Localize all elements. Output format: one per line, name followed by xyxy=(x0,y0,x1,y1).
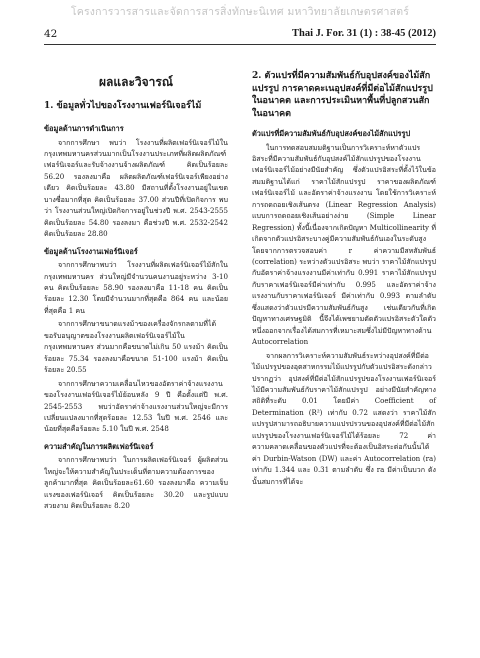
paragraph: จากการศึกษาพบว่า ในการผลิตเฟอร์นิเจอร์ ผู้ผลิตส่วนใหญ่จะให้ความสำคัญในประเด็นที่ตามความต้องการของลูกค้ามากที่สุด คิดเป็นร้อยละ61.60 รองลงมาคือ ความเจ็บแรงของเฟอร์นิเจอร์ คิดเป็นร้อยละ 30.20 และรูปแบบสวยงาม คิดเป็นร้อยละ 8.20 xyxy=(44,455,228,511)
section-title: ผลและวิจารณ์ xyxy=(98,75,173,89)
subheading-related-variables: ตัวแปรที่มีความสัมพันธ์กับอุปสงค์ของไม้สักแปรรูป xyxy=(252,129,411,138)
paragraph: ในการทดสอบสมมติฐานเป็นการวิเคราะห์หาตัวแปรอิสระที่มีความสัมพันธ์กับอุปสงค์ไม้สักแปรรูปของโรงงานเฟอร์นิเจอร์ไม้อย่างมีนัยสำคัญ ซึ่งตัวแปรอิสระที่ตั้งไว้ในข้อสมมติฐานได้แก่ ราคาไม้สักแปรรูป ราคาของผลิตภัณฑ์เฟอร์นิเจอร์ไม้ และอัตราค่าจ้างแรงงาน โดยใช้การวิเคราะห์การถดถอยเชิงเส้นตรง (Linear Regression Analysis) แบบการถดถอยเชิงเส้นอย่างง่าย (Simple Linear Regression) ทั้งนี้เนื่องจากเกิดปัญหา Multicollinearity ที่เกิดจากตัวแปรอิสระบางคู่มีความสัมพันธ์กันเองในระดับสูง โดยจากการตรวจสอบค่า r ค่าความมีสหสัมพันธ์ (correlation) ระหว่างตัวแปรอิสระ พบว่า ราคาไม้สักแปรรูปกับอัตราค่าจ้างแรงงานมีค่าเท่ากับ 0.991 ราคาไม้สักแปรรูปกับราคาเฟอร์นิเจอร์มีค่าเท่ากับ 0.995 และอัตราค่าจ้างแรงงานกับราคาเฟอร์นิเจอร์ มีค่าเท่ากับ 0.993 ตามลำดับ ซึ่งแสดงว่าตัวแปรมีความสัมพันธ์กันสูง เช่นเดียวกันที่เกิดปัญหาทางเศรษฐมิติ นี้จึงได้เพชยามตัดตัวแปรอิสระตัวใดตัวหนึ่งออกจากเรื่องได้สมการที่เหมาะสมซึ่งไม่มีปัญหาทางด้าน Autocorrelation xyxy=(252,142,436,347)
page-header xyxy=(44,28,436,44)
page-number: 42 xyxy=(44,28,58,40)
left-column xyxy=(44,70,228,514)
paragraph: จากผลการวิเคราะห์ความสัมพันธ์ระหว่างอุปสงค์ที่มีต่อไม้แปรรูปของอุตสาหกรรมไม้แปรรูปกับตัวแปรอิสระดังกล่าวปรากฏว่า อุปสงค์ที่มีต่อไม้สักแปรรูปของโรงงานเฟอร์นิเจอร์ไม้มีความสัมพันธ์กับราคาไม้สักแปรรูป อย่างมีนัยสำคัญทางสถิติที่ระดับ 0.01 โดยมีค่า Coefficient of Determination (R²) เท่ากับ 0.72 แสดงว่า ราคาไม้สักแปรรูปสามารถอธิบายความแปรปรวนของอุปสงค์ที่มีต่อไม้สักแปรรูปของโรงงานเฟอร์นิเจอร์ไม้ได้ร้อยละ 72 ค่าความคลาดเคลื่อนของตัวแปรที่จะต้องเป็นอิสระต่อกันนั้นได้ค่า Durbin-Watson (DW) และค่า Autocorrelation (ra) เท่ากับ 1.344 และ 0.31 ตามลำดับ ซึ่ง ra มีค่าเป็นบวก ดังนั้นสมการที่ได้จะ xyxy=(252,350,436,486)
paragraph: จากการศึกษาพบว่า โรงงานที่ผลิตเฟอร์นิเจอร์ไม้สักในกรุงเทพมหานคร ส่วนใหญ่มีจำนวนคนงานอยู่ระหว่าง 3-10 คน คิดเป็นร้อยละ 58.90 รองลงมาคือ 11-18 คน คิดเป็นร้อยละ 12.30 โดยมีจำนวนมากที่สุดคือ 864 คน และน้อยที่สุดคือ 1 คน xyxy=(44,260,228,315)
right-column xyxy=(252,70,436,489)
watermark-text: โครงการวารสารและจัดการสารสิ่งทักษะนิเทศ มหาวิทยาลัยเกษตรศาสตร์ xyxy=(70,6,410,18)
paragraph: จากการศึกษา พบว่า โรงงานที่ผลิตเฟอร์นิเจอร์ไม้ในกรุงเทพมหานครส่วนมากเป็นโรงงานประเภทที่ผลิตผลิตภัณฑ์เฟอร์นิเจอร์และรับจ้างงานจ้างผลิตภัณฑ์ คิดเป็นร้อยละ 56.20 รองลงมาคือ ผลิตผลิตภัณฑ์เฟอร์นิเจอร์เพียงอย่างเดียว คิดเป็นร้อยละ 43.80 มีสถานที่ตั้งโรงงานอยู่ในเขตบางซื่อมากที่สุด คิดเป็นร้อยละ 37.00 ส่วนปีที่เปิดกิจการ พบว่า โรงงานส่วนใหญ่เปิดกิจการอยู่ในช่วงปี พ.ศ. 2543-2555 คิดเป็นร้อยละ 54.80 รองลงมา คือช่วงปี พ.ศ. 2532-2542 คิดเป็นร้อยละ 28.80 xyxy=(44,137,228,239)
journal-citation: Thai J. For. 31 (1) : 38-45 (2012) xyxy=(292,28,436,39)
header-rule xyxy=(44,44,436,45)
heading-general-info: 1. ข้อมูลทั่วไปของโรงงานเฟอร์นิเจอร์ไม้ xyxy=(44,101,202,111)
subheading-importance: ความสำคัญในการผลิตเฟอร์นิเจอร์ xyxy=(44,441,154,451)
heading-variables: 2. ตัวแปรที่มีความสัมพันธ์กับอุปสงค์ของไม้สักแปรรูป การคาดคะเนอุปสงค์ที่มีต่อไม้สักแปรรูปในอนาคต และการประเมินหาพื้นที่ปลูกสวนสักในอนาคต xyxy=(252,71,433,119)
subheading-factory: ข้อมูลด้านโรงงานเฟอร์นิเจอร์ xyxy=(44,246,138,256)
paragraph: จากการศึกษาขนาดแรงม้าของเครื่องจักรกลตามที่ได้ขอรับอนุญาตของโรงงานผลิตเฟอร์นิเจอร์ไม้ในกรุงเทพมหานคร ส่วนมากคือขนาดไม่เกิน 50 แรงม้า คิดเป็นร้อยละ 75.34 รองลงมาคือขนาด 51-100 แรงม้า คิดเป็นร้อยละ 20.55 xyxy=(44,319,228,375)
subheading-operations: ข้อมูลด้านการดำเนินการ xyxy=(44,124,124,133)
paragraph: จากการศึกษาความเคลื่อนไหวของอัตราค่าจ้างแรงงานของโรงงานเฟอร์นิเจอร์ไม้ย้อนหลัง 9 ปี คือตั้งแต่ปี พ.ศ. 2545-2553 พบว่าอัตราค่าจ้างแรงงานส่วนใหญ่จะมีการเปลี่ยนแปลงมากที่สุดร้อยละ 12.53 ในปี พ.ศ. 2546 และน้อยที่สุดคือร้อยละ 5.10 ในปี พ.ศ. 2548 xyxy=(44,378,228,434)
